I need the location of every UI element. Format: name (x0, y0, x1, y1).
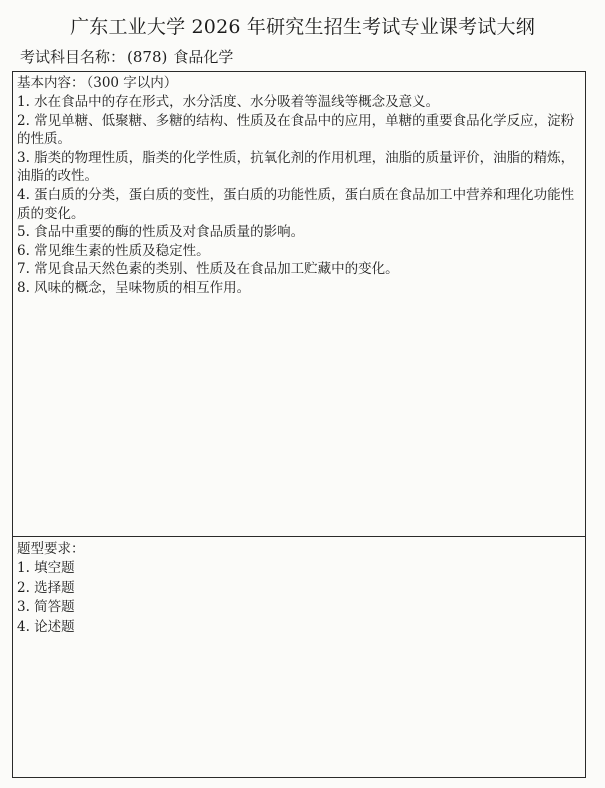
question-format-list (13, 559, 585, 637)
content-item: 1. 水在食品中的存在形式，水分活度、水分吸着等温线等概念及意义。 (17, 94, 440, 110)
content-item-list (13, 93, 585, 298)
subject-name: 食品化学 (173, 48, 234, 66)
question-format-item: 1. 填空题 (17, 560, 75, 576)
outline-table (12, 71, 586, 778)
content-item: 2. 常见单糖、低聚糖、多糖的结构、性质及在食品中的应用，单糖的重要食品化学反应，淀粉的性质。 (17, 112, 575, 148)
question-format-item: 4. 论述题 (17, 618, 75, 635)
basic-content-label: 基本内容： (17, 75, 85, 91)
basic-content-section (13, 72, 585, 536)
subject-label: 考试科目名称： (20, 48, 126, 66)
question-format-heading: 题型要求： (17, 541, 85, 557)
subject-code: (878) (127, 48, 168, 66)
content-item: 7. 常见食品天然色素的类别、性质及在食品加工贮藏中的变化。 (17, 261, 399, 278)
section-divider (13, 536, 585, 537)
document-title: 广东工业大学 2026 年研究生招生考试专业课考试大纲 (70, 16, 535, 38)
question-format-item: 2. 选择题 (17, 579, 75, 596)
basic-content-heading (17, 75, 585, 92)
content-item: 8. 风味的概念，呈味物质的相互作用。 (17, 279, 251, 296)
question-format-item: 3. 简答题 (17, 599, 75, 616)
question-format-section (13, 538, 585, 637)
content-item: 5. 食品中重要的酶的性质及对食品质量的影响。 (17, 224, 305, 241)
content-item: 6. 常见维生素的性质及稳定性。 (17, 242, 210, 259)
word-limit-note: （300 字以内） (86, 75, 178, 91)
subject-line (20, 46, 233, 67)
content-item: 3. 脂类的物理性质，脂类的化学性质，抗氧化剂的作用机理，油脂的质量评价，油脂的精炼，油脂的改性。 (17, 149, 575, 185)
content-item: 4. 蛋白质的分类，蛋白质的变性，蛋白质的功能性质，蛋白质在食品加工中营养和理化功能性质的变化。 (17, 186, 575, 222)
